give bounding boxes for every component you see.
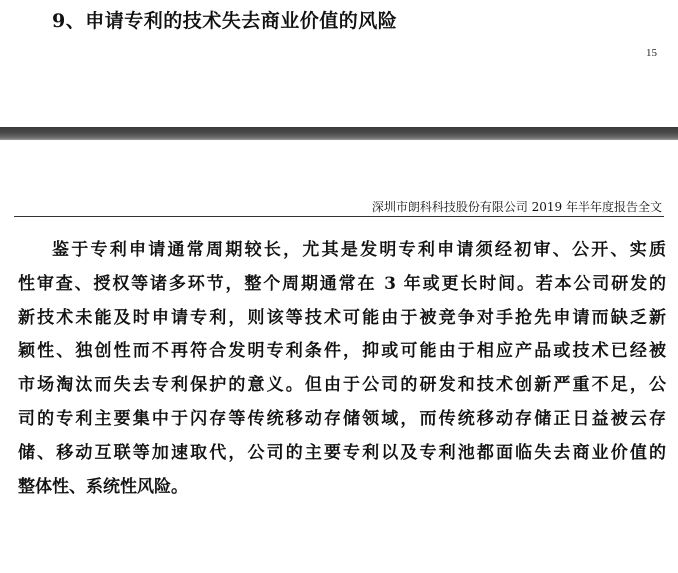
- section-heading: 9、申请专利的技术失去商业价值的风险: [52, 10, 398, 32]
- lower-page: [0, 140, 678, 573]
- paragraph-line: 鉴于专利申请通常周期较长，尤其是发明专利申请须经初审、公开、实质: [52, 240, 666, 260]
- page-separator: [0, 127, 678, 140]
- paragraph-line: 整体性、系统性风险。: [18, 476, 188, 497]
- running-header: 深圳市朗科科技股份有限公司 2019 年半年度报告全文: [371, 200, 662, 214]
- paragraph-line: 储、移动互联等加速取代，公司的主要专利以及专利池都面临失去商业价值的: [18, 442, 666, 463]
- upper-page: [0, 0, 678, 127]
- paragraph-line: 新技术未能及时申请专利，则该等技术可能由于被竞争对手抢先申请而缺乏新: [18, 307, 666, 328]
- paragraph-line: 司的专利主要集中于闪存等传统移动存储领域，而传统移动存储正日益被云存: [18, 408, 666, 429]
- header-rule: [14, 216, 664, 217]
- page-number: 15: [646, 47, 657, 59]
- body-paragraph: [18, 234, 666, 504]
- paragraph-line: 性审查、授权等诸多环节，整个周期通常在 3 年或更长时间。若本公司研发的: [18, 273, 666, 294]
- paragraph-line: 市场淘汰而失去专利保护的意义。但由于公司的研发和技术创新严重不足，公: [18, 375, 666, 396]
- paragraph-line: 颖性、独创性而不再符合发明专利条件，抑或可能由于相应产品或技术已经被: [18, 341, 666, 362]
